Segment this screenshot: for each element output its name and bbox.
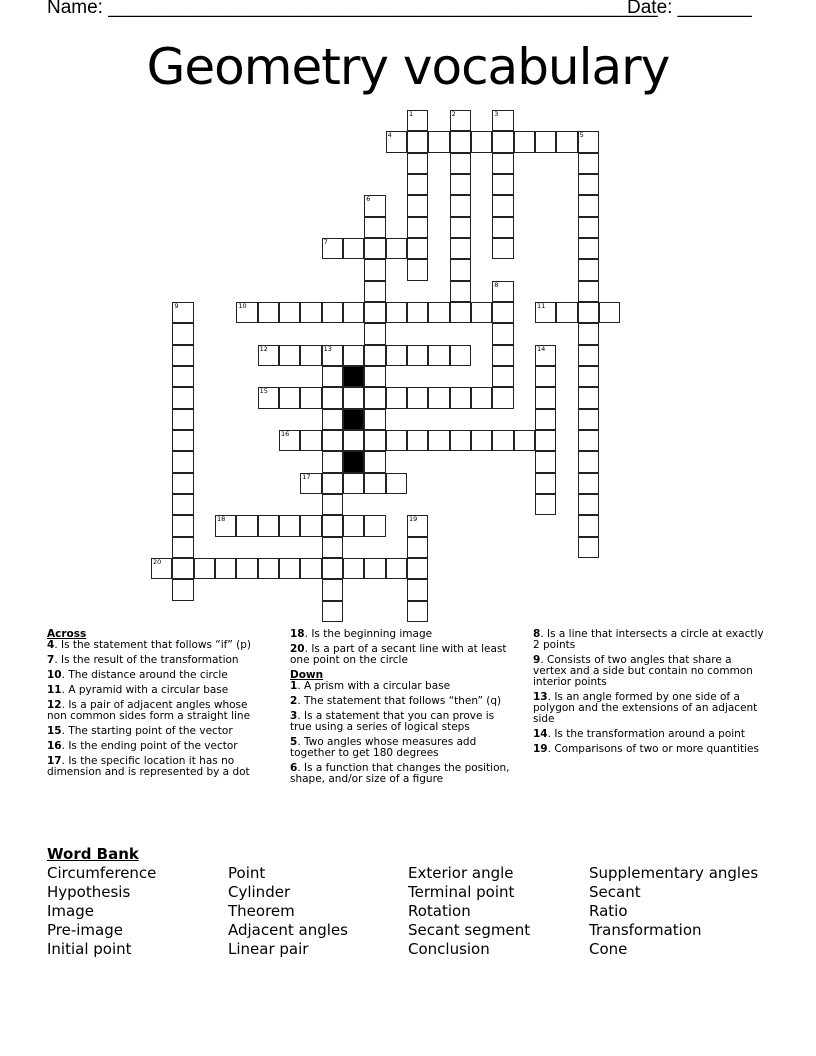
word-bank-item: Image [47, 902, 94, 920]
grid-cell[interactable] [322, 579, 343, 600]
grid-cell[interactable] [450, 153, 471, 174]
grid-cell[interactable] [428, 430, 449, 451]
word-bank-item: Circumference [47, 864, 157, 882]
grid-cell[interactable] [492, 345, 513, 366]
word-bank-column [47, 864, 156, 959]
word-bank-item: Cone [589, 940, 628, 958]
black-cell [343, 451, 364, 472]
grid-cell[interactable] [578, 302, 599, 323]
grid-cell[interactable] [450, 195, 471, 216]
clue-number: 9 [174, 301, 179, 310]
grid-cell[interactable] [364, 238, 385, 259]
word-bank-item: Linear pair [228, 940, 309, 958]
grid-cell[interactable] [322, 387, 343, 408]
grid-cell[interactable] [322, 515, 343, 536]
grid-cell[interactable] [407, 537, 428, 558]
clue-num: 3 [290, 710, 298, 722]
grid-cell[interactable] [172, 537, 193, 558]
grid-cell[interactable] [428, 387, 449, 408]
grid-cell[interactable] [492, 323, 513, 344]
clue-num: 18 [290, 628, 305, 640]
grid-cell[interactable] [236, 302, 257, 323]
word-bank-item: Exterior angle [408, 864, 514, 882]
grid-cell[interactable] [578, 195, 599, 216]
grid-cell[interactable] [215, 515, 236, 536]
clue-number: 13 [323, 344, 332, 353]
clue-num: 7 [47, 654, 55, 666]
clue-item: 19. Comparisons of two or more quantities [533, 743, 759, 755]
word-bank-item: Secant [589, 883, 641, 901]
clue-number: 5 [579, 131, 584, 140]
clue-number: 12 [259, 344, 268, 353]
grid-cell[interactable] [450, 387, 471, 408]
clue-text: Consists of two angles that share a vertex and a side but contain no common interior points [533, 654, 753, 688]
clue-num: 8 [533, 628, 541, 640]
word-bank-item: Initial point [47, 940, 132, 958]
grid-cell[interactable] [300, 515, 321, 536]
grid-cell[interactable] [471, 302, 492, 323]
date-field[interactable]: Date: _______ [627, 0, 752, 18]
grid-cell[interactable] [578, 537, 599, 558]
clues-column-1 [47, 629, 267, 782]
grid-cell[interactable] [215, 558, 236, 579]
grid-cell[interactable] [471, 430, 492, 451]
grid-cell[interactable] [172, 345, 193, 366]
grid-cell[interactable] [172, 473, 193, 494]
clue-item: 2. The statement that follows “then” (q) [290, 695, 502, 707]
grid-cell[interactable] [322, 366, 343, 387]
clue-text: Is a statement that you can prove is true using a series of logical steps [290, 710, 495, 733]
grid-cell[interactable] [535, 302, 556, 323]
grid-cell[interactable] [364, 259, 385, 280]
grid-cell[interactable] [364, 558, 385, 579]
grid-cell[interactable] [514, 131, 535, 152]
clue-num: 11 [47, 684, 62, 696]
grid-cell[interactable] [322, 537, 343, 558]
grid-cell[interactable] [322, 451, 343, 472]
clue-text: Is an angle formed by one side of a polygon and the extensions of an adjacent side [533, 691, 758, 725]
clue-text: A prism with a circular base [304, 680, 451, 692]
clue-number: 4 [387, 131, 392, 140]
grid-cell[interactable] [364, 430, 385, 451]
word-bank-column [228, 864, 348, 959]
clue-item: 18. Is the beginning image [290, 628, 433, 640]
clue-number: 8 [494, 280, 499, 289]
grid-cell[interactable] [492, 281, 513, 302]
grid-cell[interactable] [578, 409, 599, 430]
grid-cell[interactable] [535, 430, 556, 451]
grid-cell[interactable] [279, 558, 300, 579]
clue-number: 7 [323, 237, 328, 246]
grid-cell[interactable] [535, 451, 556, 472]
grid-cell[interactable] [300, 430, 321, 451]
clue-item: 4. Is the statement that follows “if” (p) [47, 639, 251, 651]
grid-cell[interactable] [172, 409, 193, 430]
grid-cell[interactable] [386, 345, 407, 366]
grid-cell[interactable] [322, 473, 343, 494]
clue-text: The distance around the circle [68, 669, 228, 681]
grid-cell[interactable] [194, 558, 215, 579]
clue-item: 11. A pyramid with a circular base [47, 684, 229, 696]
grid-cell[interactable] [343, 473, 364, 494]
grid-cell[interactable] [407, 153, 428, 174]
clue-item: 15. The starting point of the vector [47, 725, 233, 737]
grid-cell[interactable] [578, 259, 599, 280]
grid-cell[interactable] [578, 217, 599, 238]
clue-number: 20 [153, 557, 162, 566]
clue-item: 1. A prism with a circular base [290, 680, 451, 692]
grid-cell[interactable] [578, 366, 599, 387]
grid-cell[interactable] [236, 558, 257, 579]
grid-cell[interactable] [151, 558, 172, 579]
grid-cell[interactable] [386, 131, 407, 152]
grid-cell[interactable] [407, 515, 428, 536]
clue-text: Is a line that intersects a circle at exactly 2 points [533, 628, 764, 651]
grid-cell[interactable] [172, 323, 193, 344]
grid-cell[interactable] [492, 174, 513, 195]
grid-cell[interactable] [407, 110, 428, 131]
black-cell [343, 409, 364, 430]
clue-num: 2 [290, 695, 298, 707]
grid-cell[interactable] [407, 430, 428, 451]
clue-text: Is a function that changes the position, shape, and/or size of a figure [290, 762, 510, 785]
grid-cell[interactable] [407, 387, 428, 408]
clue-num: 1 [290, 680, 298, 692]
grid-cell[interactable] [450, 110, 471, 131]
grid-cell[interactable] [172, 579, 193, 600]
grid-cell[interactable] [322, 345, 343, 366]
grid-cell[interactable] [407, 238, 428, 259]
grid-cell[interactable] [279, 515, 300, 536]
clue-item: 20. Is a part of a secant line with at least one point on the circle [290, 643, 507, 666]
clue-number: 1 [408, 110, 414, 118]
clue-text: Is the transformation around a point [554, 728, 745, 740]
clue-item: 8. Is a line that intersects a circle at exactly 2 points [533, 628, 764, 651]
grid-cell[interactable] [492, 430, 513, 451]
grid-cell[interactable] [450, 131, 471, 152]
grid-cell[interactable] [428, 345, 449, 366]
clue-item: 9. Consists of two angles that share a vertex and a side but contain no common interior points [533, 654, 753, 688]
grid-cell[interactable] [172, 494, 193, 515]
clue-item: 7. Is the result of the transformation [47, 654, 239, 666]
word-bank-item: Adjacent angles [228, 921, 348, 939]
grid-cell[interactable] [172, 515, 193, 536]
clue-item: 12. Is a pair of adjacent angles whose non common sides form a straight line [47, 699, 251, 722]
grid-cell[interactable] [599, 302, 620, 323]
grid-cell[interactable] [364, 515, 385, 536]
clue-num: 13 [533, 691, 548, 703]
clue-text: Two angles whose measures add together to get 180 degrees [290, 736, 477, 759]
word-bank-item: Rotation [408, 902, 471, 920]
grid-cell[interactable] [578, 323, 599, 344]
grid-cell[interactable] [578, 430, 599, 451]
clue-number: 6 [366, 195, 371, 204]
grid-cell[interactable] [279, 345, 300, 366]
grid-cell[interactable] [407, 345, 428, 366]
grid-cell[interactable] [407, 558, 428, 579]
word-bank-column [408, 864, 530, 959]
grid-cell[interactable] [578, 238, 599, 259]
clue-text: Is a part of a secant line with at least one point on the circle [290, 643, 507, 666]
clue-num: 19 [533, 743, 548, 755]
grid-cell[interactable] [364, 302, 385, 323]
grid-cell[interactable] [578, 174, 599, 195]
clue-item: 16. Is the ending point of the vector [47, 740, 238, 752]
grid-cell[interactable] [450, 217, 471, 238]
clue-text: Is the result of the transformation [61, 654, 239, 666]
grid-cell[interactable] [578, 515, 599, 536]
grid-cell[interactable] [578, 451, 599, 472]
grid-cell[interactable] [364, 345, 385, 366]
grid-cell[interactable] [258, 302, 279, 323]
clue-text: The statement that follows “then” (q) [304, 695, 502, 707]
grid-cell[interactable] [535, 131, 556, 152]
grid-cell[interactable] [343, 345, 364, 366]
grid-cell[interactable] [535, 473, 556, 494]
word-bank-item: Pre-image [47, 921, 123, 939]
clue-text: Is the specific location it has no dimension and is represented by a dot [47, 755, 250, 778]
grid-cell[interactable] [578, 281, 599, 302]
grid-cell[interactable] [386, 302, 407, 323]
grid-cell[interactable] [300, 345, 321, 366]
grid-cell[interactable] [535, 409, 556, 430]
grid-cell[interactable] [386, 558, 407, 579]
clue-item: 17. Is the specific location it has no dimension and is represented by a dot [47, 755, 250, 778]
down-heading: Down [290, 669, 324, 681]
grid-cell[interactable] [258, 387, 279, 408]
clue-num: 9 [533, 654, 541, 666]
grid-cell[interactable] [343, 238, 364, 259]
grid-cell[interactable] [556, 131, 577, 152]
clue-num: 17 [47, 755, 62, 767]
word-bank-item: Transformation [589, 921, 702, 939]
grid-cell[interactable] [322, 494, 343, 515]
grid-cell[interactable] [492, 302, 513, 323]
word-bank-item: Hypothesis [47, 883, 131, 901]
grid-cell[interactable] [535, 345, 556, 366]
grid-cell[interactable] [364, 387, 385, 408]
grid-cell[interactable] [300, 302, 321, 323]
grid-cell[interactable] [364, 473, 385, 494]
grid-cell[interactable] [578, 473, 599, 494]
clue-number: 2 [451, 110, 456, 118]
grid-cell[interactable] [364, 281, 385, 302]
clue-number: 15 [259, 387, 268, 396]
grid-cell[interactable] [578, 494, 599, 515]
grid-cell[interactable] [322, 302, 343, 323]
grid-cell[interactable] [364, 366, 385, 387]
grid-cell[interactable] [279, 387, 300, 408]
grid-cell[interactable] [279, 302, 300, 323]
word-bank-item: Cylinder [228, 883, 291, 901]
grid-cell[interactable] [322, 430, 343, 451]
grid-cell[interactable] [343, 558, 364, 579]
clue-text: Is the statement that follows “if” (p) [61, 639, 251, 651]
grid-cell[interactable] [343, 302, 364, 323]
grid-cell[interactable] [322, 409, 343, 430]
grid-cell[interactable] [407, 601, 428, 622]
grid-cell[interactable] [578, 131, 599, 152]
grid-cell[interactable] [172, 387, 193, 408]
grid-cell[interactable] [172, 302, 193, 323]
grid-cell[interactable] [258, 345, 279, 366]
grid-cell[interactable] [556, 302, 577, 323]
across-heading: Across [47, 628, 87, 640]
clue-text: Is the ending point of the vector [68, 740, 238, 752]
grid-cell[interactable] [236, 515, 257, 536]
clue-number: 10 [238, 301, 247, 310]
grid-cell[interactable] [492, 110, 513, 131]
word-bank-item: Point [228, 864, 266, 882]
grid-cell[interactable] [386, 430, 407, 451]
clue-number: 16 [280, 429, 290, 438]
grid-cell[interactable] [386, 387, 407, 408]
grid-cell[interactable] [300, 473, 321, 494]
word-bank-item: Conclusion [408, 940, 490, 958]
grid-cell[interactable] [364, 217, 385, 238]
clue-number: 17 [302, 472, 311, 481]
grid-cell[interactable] [450, 430, 471, 451]
word-bank-title: Word Bank [47, 845, 139, 863]
word-bank-heading [47, 845, 139, 863]
word-bank-column [589, 864, 758, 959]
grid-cell[interactable] [172, 366, 193, 387]
grid-cell[interactable] [343, 430, 364, 451]
grid-cell[interactable] [343, 515, 364, 536]
grid-cell[interactable] [450, 281, 471, 302]
clue-number: 19 [408, 515, 418, 524]
grid-cell[interactable] [450, 259, 471, 280]
grid-cell[interactable] [258, 558, 279, 579]
grid-cell[interactable] [407, 579, 428, 600]
grid-cell[interactable] [300, 387, 321, 408]
grid-cell[interactable] [450, 302, 471, 323]
clue-num: 10 [47, 669, 62, 681]
grid-cell[interactable] [578, 345, 599, 366]
clue-item: 5. Two angles whose measures add together to get 180 degrees [290, 736, 477, 759]
grid-cell[interactable] [492, 238, 513, 259]
word-bank-item: Terminal point [408, 883, 515, 901]
grid-cell[interactable] [279, 430, 300, 451]
grid-cell[interactable] [471, 387, 492, 408]
grid-cell[interactable] [386, 238, 407, 259]
grid-cell[interactable] [514, 430, 535, 451]
clue-number: 18 [216, 515, 226, 524]
clue-number: 3 [494, 110, 499, 118]
grid-cell[interactable] [322, 601, 343, 622]
clue-num: 16 [47, 740, 62, 752]
grid-cell[interactable] [492, 387, 513, 408]
clues-column-3 [533, 629, 765, 759]
grid-cell[interactable] [450, 238, 471, 259]
clue-num: 14 [533, 728, 548, 740]
grid-cell[interactable] [386, 473, 407, 494]
clue-text: Comparisons of two or more quantities [554, 743, 759, 755]
grid-cell[interactable] [407, 259, 428, 280]
clue-text: A pyramid with a circular base [68, 684, 229, 696]
grid-cell[interactable] [364, 195, 385, 216]
clue-item: 13. Is an angle formed by one side of a polygon and the extensions of an adjacent side [533, 691, 758, 725]
grid-cell[interactable] [407, 217, 428, 238]
grid-cell[interactable] [364, 451, 385, 472]
clue-item: 3. Is a statement that you can prove is true using a series of logical steps [290, 710, 495, 733]
grid-cell[interactable] [172, 451, 193, 472]
grid-cell[interactable] [450, 174, 471, 195]
name-field[interactable]: Name: ____________________________________________________ [47, 0, 658, 18]
clue-text: Is the beginning image [311, 628, 433, 640]
clue-item: 6. Is a function that changes the position, shape, and/or size of a figure [290, 762, 510, 785]
grid-cell[interactable] [492, 195, 513, 216]
grid-cell[interactable] [535, 387, 556, 408]
grid-cell[interactable] [428, 302, 449, 323]
grid-cell[interactable] [172, 430, 193, 451]
grid-cell[interactable] [535, 494, 556, 515]
grid-cell[interactable] [322, 558, 343, 579]
grid-cell[interactable] [471, 131, 492, 152]
clue-num: 6 [290, 762, 298, 774]
clues-column-2 [290, 629, 510, 789]
grid-cell[interactable] [578, 153, 599, 174]
clue-number: 11 [536, 301, 546, 310]
clue-num: 12 [47, 699, 62, 711]
page-title: Geometry vocabulary [146, 38, 670, 96]
grid-cell[interactable] [407, 302, 428, 323]
grid-cell[interactable] [364, 323, 385, 344]
grid-cell[interactable] [492, 153, 513, 174]
grid-cell[interactable] [172, 558, 193, 579]
grid-cell[interactable] [258, 515, 279, 536]
grid-cell[interactable] [407, 131, 428, 152]
word-bank-item: Supplementary angles [589, 864, 759, 882]
grid-cell[interactable] [300, 558, 321, 579]
clue-num: 20 [290, 643, 305, 655]
grid-cell[interactable] [407, 174, 428, 195]
word-bank-item: Ratio [589, 902, 628, 920]
grid-cell[interactable] [492, 217, 513, 238]
word-bank-item: Secant segment [408, 921, 531, 939]
clue-num: 4 [47, 639, 55, 651]
clue-number: 14 [536, 344, 546, 353]
grid-cell[interactable] [343, 387, 364, 408]
grid-cell[interactable] [492, 366, 513, 387]
grid-cell[interactable] [407, 195, 428, 216]
black-cell [343, 366, 364, 387]
clue-item: 14. Is the transformation around a point [533, 728, 745, 740]
clue-num: 5 [290, 736, 298, 748]
grid-cell[interactable] [535, 366, 556, 387]
clue-num: 15 [47, 725, 62, 737]
clue-text: Is a pair of adjacent angles whose non common sides form a straight line [47, 699, 251, 722]
grid-cell[interactable] [428, 131, 449, 152]
grid-cell[interactable] [364, 409, 385, 430]
clue-text: The starting point of the vector [68, 725, 233, 737]
word-bank-item: Theorem [228, 902, 295, 920]
grid-cell[interactable] [322, 238, 343, 259]
clue-item: 10. The distance around the circle [47, 669, 228, 681]
grid-cell[interactable] [578, 387, 599, 408]
grid-cell[interactable] [492, 131, 513, 152]
grid-cell[interactable] [450, 345, 471, 366]
